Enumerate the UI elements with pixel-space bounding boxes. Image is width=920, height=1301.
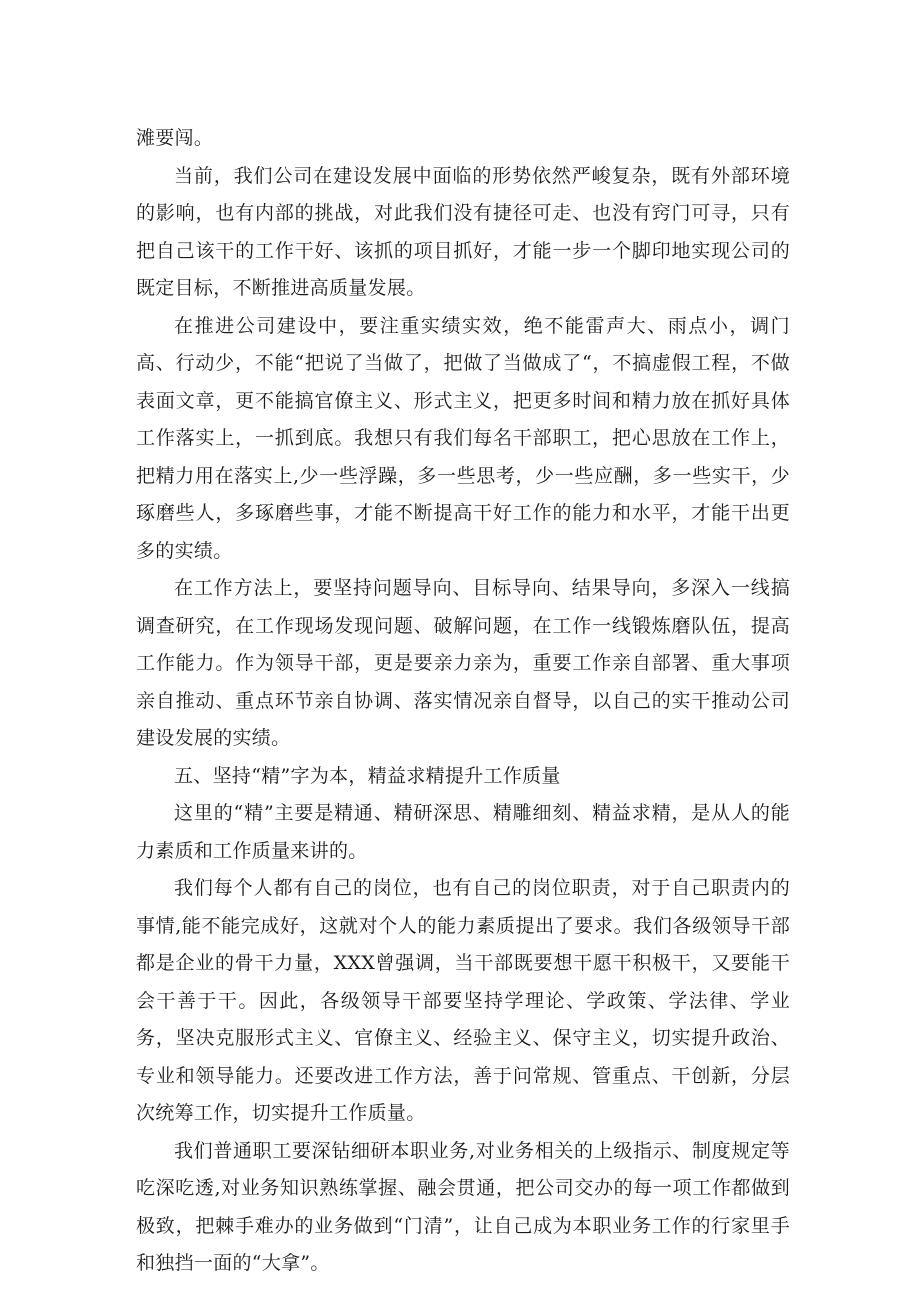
paragraph: 我们每个人都有自己的岗位，也有自己的岗位职责，对于自己职责内的事情,能不能完成好，这就对个人的能力素质提出了要求。我们各级领导干部都是企业的骨干力量，XXX曾强调，当干部既要想干愿干积极干，又要能干会干善于干。因此，各级领导干部要坚持学理论、学政策、学法律、学业务，坚决克服形式主义、官僚主义、经验主义、保守主义，切实提升政治、专业和领导能力。还要改进工作方法，善于问常规、管重点、干创新，分层次统筹工作，切实提升工作质量。 bbox=[136, 877, 790, 1124]
document-body bbox=[136, 120, 790, 1283]
paragraph: 这里的“精”主要是精通、精研深思、精雕细刻、精益求精，是从人的能力素质和工作质量来讲的。 bbox=[136, 802, 790, 862]
paragraph: 在工作方法上，要坚持问题导向、目标导向、结果导向，多深入一线搞调查研究，在工作现场发现问题、破解问题，在工作一线锻炼磨队伍，提高工作能力。作为领导干部，更是要亲力亲为，重要工作亲自部署、重大事项亲自推动、重点环节亲自协调、落实情况亲自督导，以自己的实干推动公司建设发展的实绩。 bbox=[136, 577, 790, 749]
paragraph: 在推进公司建设中，要注重实绩实效，绝不能雷声大、雨点小，调门高、行动少，不能“把说了当做了，把做了当做成了“，不搞虚假工程，不做表面文章，更不能搞官僚主义、形式主义，把更多时间和精力放在抓好具体工作落实上，一抓到底。我想只有我们每名干部职工，把心思放在工作上，把精力用在落实上,少一些浮躁，多一些思考，少一些应酬，多一些实干，少琢磨些人，多琢磨些事，才能不断提高干好工作的能力和水平，才能干出更多的实绩。 bbox=[136, 314, 790, 562]
paragraph-continuation: 滩要闯。 bbox=[136, 127, 214, 149]
paragraph: 我们普通职工要深钻细研本职业务,对业务相关的上级指示、制度规定等吃深吃透,对业务知识熟练掌握、融会贯通，把公司交办的每一项工作都做到极致，把棘手难办的业务做到“门清”，让自己成为本职业务工作的行家里手和独挡一面的“大拿”。 bbox=[136, 1139, 790, 1274]
paragraph: 当前，我们公司在建设发展中面临的形势依然严峻复杂，既有外部环境的影响，也有内部的挑战，对此我们没有捷径可走、也没有窍门可寻，只有把自己该干的工作干好、该抓的项目抓好，才能一步一个脚印地实现公司的既定目标，不断推进高质量发展。 bbox=[136, 164, 790, 299]
section-heading: 五、坚持“精”字为本，精益求精提升工作质量 bbox=[174, 764, 561, 787]
